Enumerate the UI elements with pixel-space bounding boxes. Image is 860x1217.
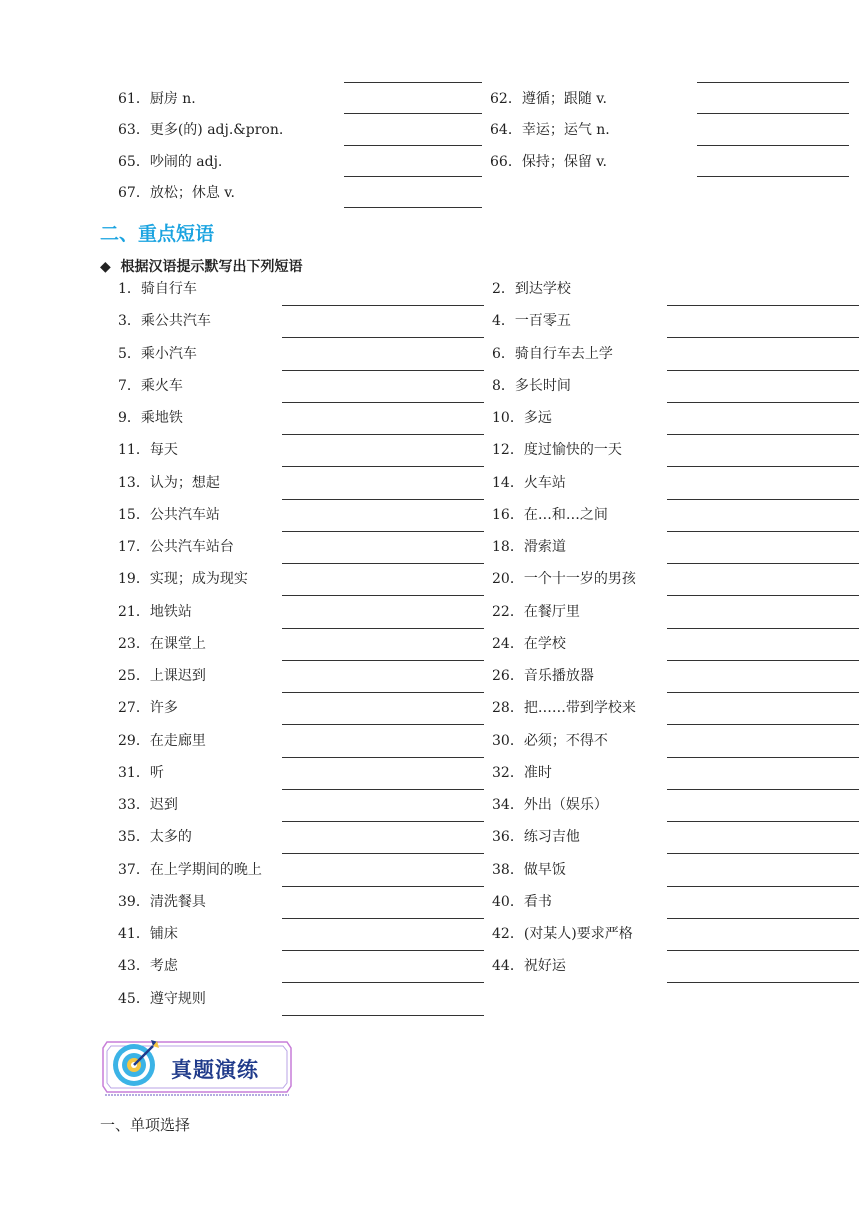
item-number: 27 — [118, 700, 136, 717]
item-text: 度过愉快的一天 — [523, 442, 622, 459]
item-text: 许多 — [149, 700, 178, 717]
item-text: 必须；不得不 — [523, 732, 608, 749]
item-number: 62 — [490, 91, 508, 107]
item-text: 太多的 — [149, 829, 192, 846]
phrase-item: 11．每天 — [118, 442, 178, 459]
item-number: 36 — [492, 829, 510, 846]
item-number: 28 — [492, 700, 510, 717]
item-number: 5 — [118, 345, 127, 362]
answer-line[interactable] — [667, 531, 859, 532]
item-text: 放松；休息 v. — [149, 184, 235, 201]
item-text: 看书 — [523, 893, 552, 910]
item-number: 19 — [118, 571, 136, 588]
item-number: 4 — [492, 313, 501, 330]
item-text: 骑自行车去上学 — [514, 345, 613, 362]
item-text: 一百零五 — [514, 313, 571, 330]
answer-line[interactable] — [667, 853, 859, 854]
item-number: 17 — [118, 539, 136, 555]
answer-line[interactable] — [282, 466, 484, 467]
instruction — [100, 256, 303, 276]
answer-line[interactable] — [282, 402, 484, 403]
phrase-item: 20．一个十一岁的男孩 — [492, 571, 636, 588]
phrase-item: 1．骑自行车 — [118, 281, 197, 297]
phrase-item: 8．多长时间 — [492, 377, 571, 394]
item-text: 外出（娱乐） — [523, 797, 608, 813]
answer-line[interactable] — [667, 950, 859, 951]
item-number: 10 — [492, 410, 510, 426]
item-number: 38 — [492, 861, 510, 878]
item-text: 听 — [149, 764, 164, 781]
item-text: 乘小汽车 — [140, 345, 197, 362]
item-number: 20 — [492, 571, 510, 588]
phrase-item: 18．滑索道 — [492, 539, 566, 555]
answer-line[interactable] — [282, 499, 484, 500]
item-number: 18 — [492, 539, 510, 555]
phrase-item: 26．音乐播放器 — [492, 668, 594, 684]
answer-line[interactable] — [667, 724, 859, 725]
answer-line[interactable] — [697, 82, 849, 83]
item-text: 上课迟到 — [149, 668, 206, 684]
answer-line[interactable] — [667, 499, 859, 500]
answer-line[interactable] — [667, 886, 859, 887]
phrase-item: 28．把……带到学校来 — [492, 700, 636, 717]
item-text: 公共汽车站台 — [149, 539, 234, 555]
item-number: 35 — [118, 829, 136, 846]
item-number: 8 — [492, 377, 501, 394]
answer-line[interactable] — [282, 757, 484, 758]
answer-line[interactable] — [282, 305, 484, 306]
item-text: 厨房 n. — [149, 91, 196, 107]
vocab-item: 67．放松；休息 v. — [118, 184, 235, 201]
phrase-item: 29．在走廊里 — [118, 732, 206, 749]
item-text: 在餐厅里 — [523, 603, 580, 620]
answer-line[interactable] — [282, 692, 484, 693]
answer-line[interactable] — [344, 176, 482, 177]
phrase-item: 16．在…和…之间 — [492, 506, 608, 523]
item-number: 31 — [118, 764, 136, 781]
phrase-item: 30．必须；不得不 — [492, 732, 608, 749]
answer-line[interactable] — [667, 466, 859, 467]
item-number: 1 — [118, 281, 127, 297]
phrase-item: 12．度过愉快的一天 — [492, 442, 622, 459]
answer-line[interactable] — [667, 370, 859, 371]
phrase-item: 38．做早饭 — [492, 861, 566, 878]
section-title: 二、重点短语 — [100, 223, 215, 245]
item-number: 61 — [118, 91, 136, 107]
vocab-item: 65．吵闹的 adj. — [118, 153, 223, 170]
item-number: 42 — [492, 926, 510, 942]
phrase-item: 5．乘小汽车 — [118, 345, 197, 362]
answer-line[interactable] — [282, 595, 484, 596]
item-number: 6 — [492, 345, 501, 362]
phrase-item: 37．在上学期间的晚上 — [118, 861, 262, 878]
phrase-item: 24．在学校 — [492, 635, 566, 652]
phrase-item: 31．听 — [118, 764, 164, 781]
item-text: 滑索道 — [523, 539, 566, 555]
item-number: 12 — [492, 442, 510, 459]
item-number: 41 — [118, 926, 136, 942]
item-text: 地铁站 — [149, 603, 192, 620]
item-number: 11 — [118, 442, 136, 459]
item-text: 到达学校 — [514, 281, 571, 297]
item-text: 在上学期间的晚上 — [149, 861, 262, 878]
phrase-item: 39．清洗餐具 — [118, 893, 206, 910]
item-text: 乘火车 — [140, 377, 183, 394]
answer-line[interactable] — [282, 918, 484, 919]
phrase-item: 15．公共汽车站 — [118, 506, 220, 523]
item-text: 乘公共汽车 — [140, 313, 211, 330]
item-number: 13 — [118, 474, 136, 491]
item-text: 清洗餐具 — [149, 893, 206, 910]
phrase-item: 40．看书 — [492, 893, 552, 910]
answer-line[interactable] — [667, 918, 859, 919]
answer-line[interactable] — [667, 434, 859, 435]
phrase-item: 17．公共汽车站台 — [118, 539, 234, 555]
item-text: 乘地铁 — [140, 410, 183, 426]
answer-line[interactable] — [282, 821, 484, 822]
vocab-item: 61．厨房 n. — [118, 91, 196, 107]
phrase-item: 44．祝好运 — [492, 958, 566, 975]
item-number: 2 — [492, 281, 501, 297]
phrase-item: 6．骑自行车去上学 — [492, 345, 613, 362]
answer-line[interactable] — [667, 563, 859, 564]
item-number: 3 — [118, 313, 127, 330]
phrase-item: 2．到达学校 — [492, 281, 571, 297]
answer-line[interactable] — [667, 757, 859, 758]
phrase-item: 33．迟到 — [118, 797, 178, 813]
item-number: 66 — [490, 153, 508, 170]
answer-line[interactable] — [344, 207, 482, 208]
item-number: 43 — [118, 958, 136, 975]
item-text: 保持；保留 v. — [521, 153, 607, 170]
answer-line[interactable] — [282, 886, 484, 887]
item-number: 40 — [492, 893, 510, 910]
answer-line[interactable] — [667, 595, 859, 596]
answer-line[interactable] — [667, 692, 859, 693]
item-number: 32 — [492, 764, 510, 781]
answer-line[interactable] — [282, 950, 484, 951]
item-text: 铺床 — [149, 926, 178, 942]
item-number: 9 — [118, 410, 127, 426]
item-text: 在…和…之间 — [523, 506, 608, 523]
answer-line[interactable] — [667, 337, 859, 338]
item-number: 22 — [492, 603, 510, 620]
item-text: 吵闹的 adj. — [149, 153, 223, 170]
phrase-item: 4．一百零五 — [492, 313, 571, 330]
answer-line[interactable] — [344, 145, 482, 146]
answer-line[interactable] — [667, 660, 859, 661]
answer-line[interactable] — [344, 82, 482, 83]
sub-heading: 一、单项选择 — [100, 1116, 191, 1134]
answer-line[interactable] — [282, 982, 484, 983]
item-text: 幸运；运气 n. — [521, 122, 610, 139]
item-text: 遵守规则 — [149, 990, 206, 1007]
item-text: 在学校 — [523, 635, 566, 652]
answer-line[interactable] — [282, 628, 484, 629]
phrase-item: 21．地铁站 — [118, 603, 192, 620]
item-number: 25 — [118, 668, 136, 684]
item-text: (对某人)要求严格 — [523, 926, 633, 942]
item-number: 33 — [118, 797, 136, 813]
item-text: 考虑 — [149, 958, 178, 975]
item-number: 63 — [118, 122, 136, 139]
item-text: 实现；成为现实 — [149, 571, 248, 588]
answer-line[interactable] — [667, 402, 859, 403]
answer-line[interactable] — [667, 982, 859, 983]
item-number: 23 — [118, 635, 136, 652]
answer-line[interactable] — [282, 434, 484, 435]
item-number: 34 — [492, 797, 510, 813]
item-number: 15 — [118, 506, 136, 523]
answer-line[interactable] — [282, 853, 484, 854]
answer-line[interactable] — [282, 789, 484, 790]
phrase-item: 14．火车站 — [492, 474, 566, 491]
phrase-item: 3．乘公共汽车 — [118, 313, 211, 330]
item-number: 30 — [492, 732, 510, 749]
vocab-item: 64．幸运；运气 n. — [490, 122, 610, 139]
item-number: 67 — [118, 184, 136, 201]
answer-line[interactable] — [282, 724, 484, 725]
answer-line[interactable] — [282, 370, 484, 371]
phrase-item: 42．(对某人)要求严格 — [492, 926, 633, 942]
answer-line[interactable] — [282, 660, 484, 661]
phrase-item: 27．许多 — [118, 700, 178, 717]
item-text: 每天 — [149, 442, 178, 459]
phrase-item: 35．太多的 — [118, 829, 192, 846]
item-text: 迟到 — [149, 797, 178, 813]
phrase-item: 25．上课迟到 — [118, 668, 206, 684]
item-text: 火车站 — [523, 474, 566, 491]
vocab-item: 63．更多(的) adj.&pron. — [118, 122, 284, 139]
item-text: 一个十一岁的男孩 — [523, 571, 636, 588]
item-text: 在走廊里 — [149, 732, 206, 749]
item-text: 在课堂上 — [149, 635, 206, 652]
item-text: 更多(的) adj.&pron. — [149, 122, 284, 139]
item-number: 44 — [492, 958, 510, 975]
instruction-text: 根据汉语提示默写出下列短语 — [120, 259, 303, 275]
phrase-item: 19．实现；成为现实 — [118, 571, 248, 588]
phrase-item: 41．铺床 — [118, 926, 178, 942]
item-number: 24 — [492, 635, 510, 652]
item-text: 认为；想起 — [149, 474, 220, 491]
item-text: 音乐播放器 — [523, 668, 594, 684]
answer-line[interactable] — [697, 176, 849, 177]
answer-line[interactable] — [282, 1015, 484, 1016]
phrase-item: 9．乘地铁 — [118, 410, 183, 426]
item-text: 把……带到学校来 — [523, 700, 636, 717]
answer-line[interactable] — [282, 531, 484, 532]
phrase-item: 23．在课堂上 — [118, 635, 206, 652]
answer-line[interactable] — [667, 789, 859, 790]
answer-line[interactable] — [344, 113, 482, 114]
item-text: 骑自行车 — [140, 281, 197, 297]
answer-line[interactable] — [697, 113, 849, 114]
phrase-item: 10．多远 — [492, 410, 552, 426]
phrase-item: 43．考虑 — [118, 958, 178, 975]
vocab-item: 62．遵循；跟随 v. — [490, 91, 607, 107]
item-text: 练习吉他 — [523, 829, 580, 846]
answer-line[interactable] — [282, 563, 484, 564]
item-number: 37 — [118, 861, 136, 878]
item-text: 做早饭 — [523, 861, 566, 878]
phrase-item: 22．在餐厅里 — [492, 603, 580, 620]
item-text: 公共汽车站 — [149, 506, 220, 523]
answer-line[interactable] — [667, 305, 859, 306]
answer-line[interactable] — [282, 337, 484, 338]
item-number: 64 — [490, 122, 508, 139]
item-number: 65 — [118, 153, 136, 170]
badge-title: 真题演练 — [171, 1058, 259, 1082]
item-text: 多远 — [523, 410, 552, 426]
vocab-item: 66．保持；保留 v. — [490, 153, 607, 170]
item-number: 7 — [118, 377, 127, 394]
answer-line[interactable] — [697, 145, 849, 146]
phrase-item: 13．认为；想起 — [118, 474, 220, 491]
phrase-item: 36．练习吉他 — [492, 829, 580, 846]
phrase-item: 7．乘火车 — [118, 377, 183, 394]
phrase-item: 34．外出（娱乐） — [492, 797, 608, 813]
item-text: 遵循；跟随 v. — [521, 91, 607, 107]
item-number: 21 — [118, 603, 136, 620]
diamond-bullet-icon: ◆ — [100, 259, 111, 275]
item-number: 45 — [118, 990, 136, 1007]
item-text: 多长时间 — [514, 377, 571, 394]
phrase-item: 45．遵守规则 — [118, 990, 206, 1007]
phrase-item: 32．准时 — [492, 764, 552, 781]
answer-line[interactable] — [667, 821, 859, 822]
answer-line[interactable] — [667, 628, 859, 629]
item-text: 准时 — [523, 764, 552, 781]
item-text: 祝好运 — [523, 958, 566, 975]
item-number: 16 — [492, 506, 510, 523]
item-number: 39 — [118, 893, 136, 910]
item-number: 26 — [492, 668, 510, 684]
item-number: 14 — [492, 474, 510, 491]
item-number: 29 — [118, 732, 136, 749]
